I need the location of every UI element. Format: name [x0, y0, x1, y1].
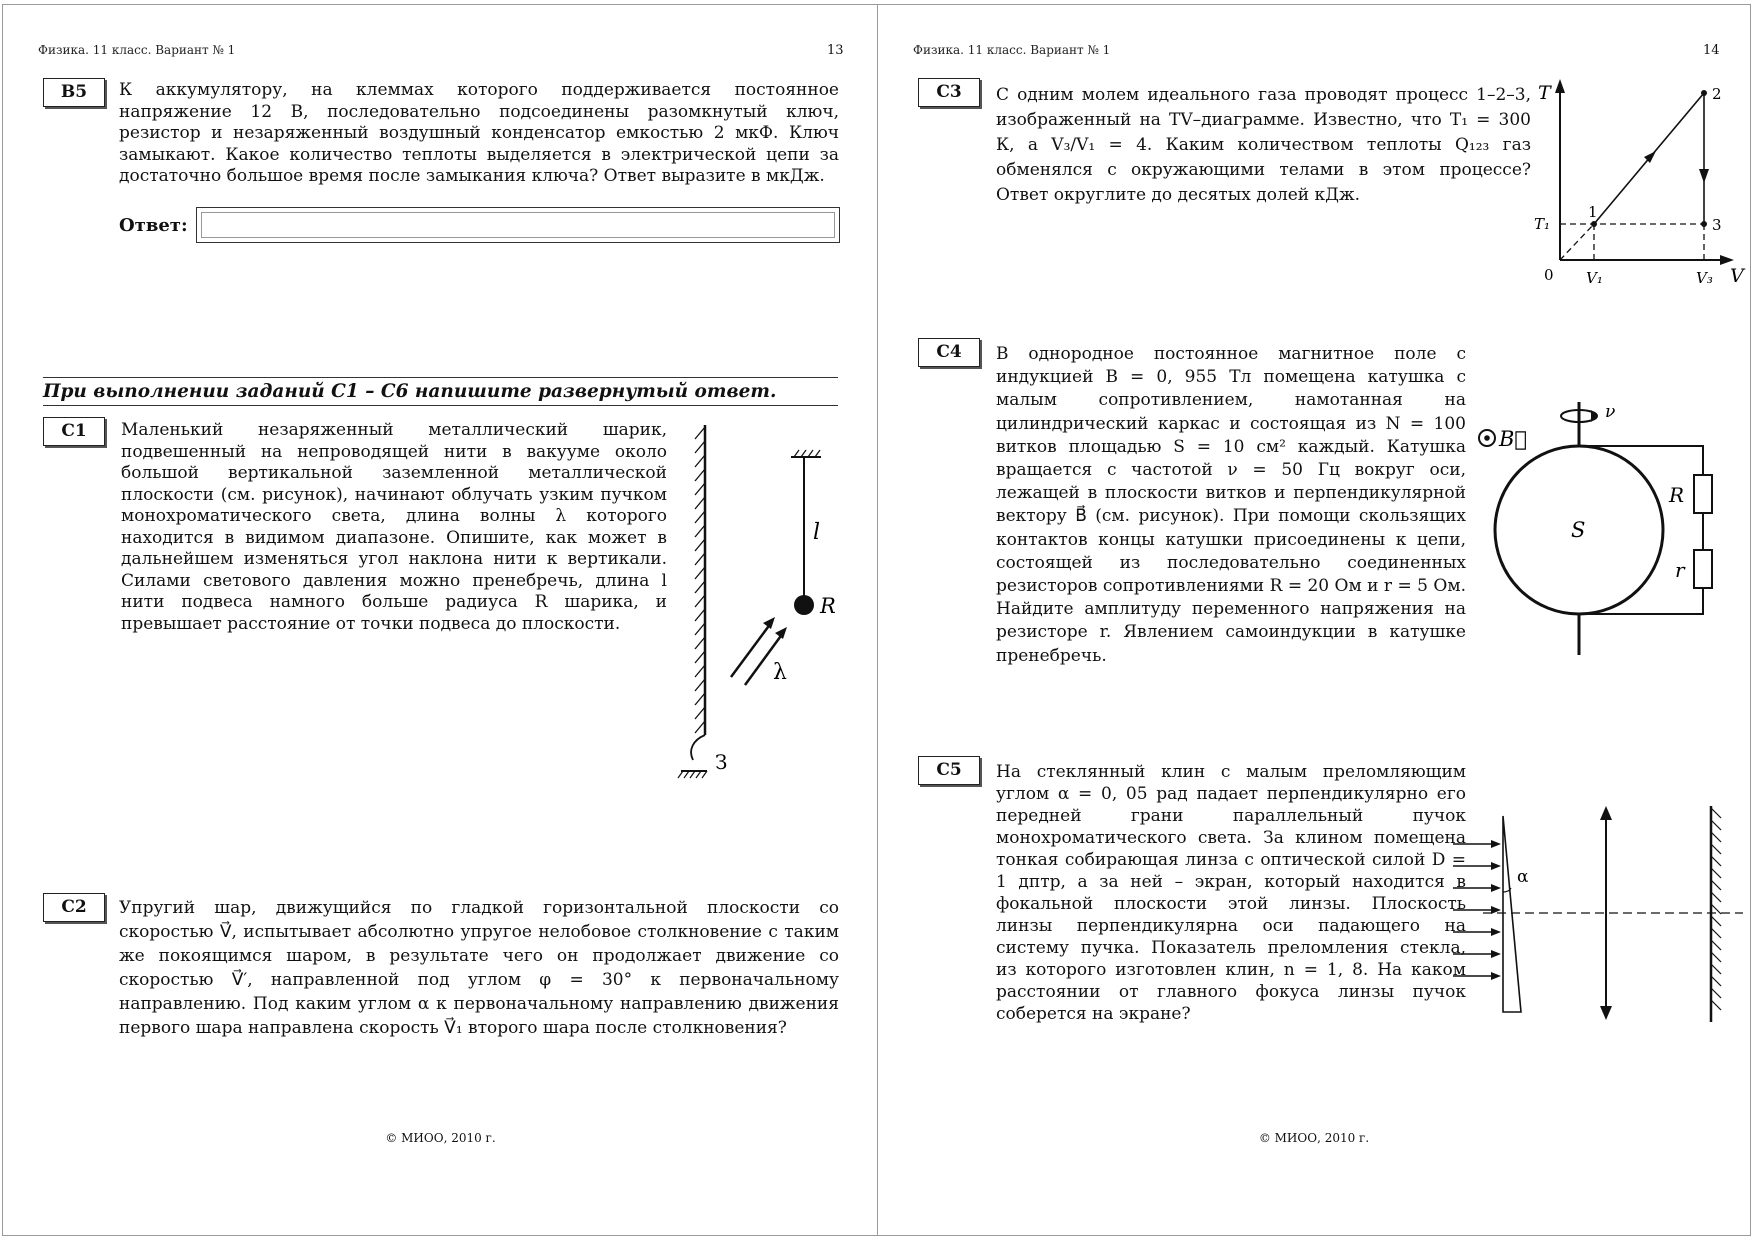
- resistor-r-big-label: R: [1669, 483, 1685, 507]
- axis-v-label: V: [1730, 265, 1744, 287]
- task-text: К аккумулятору, на клеммах которого поддерживается постоянное напряжение 12 В, последовательно подсоединены разомкнутый ключ, резистор и незаряженный воздушный конденсатор емкостью 2 мкФ. Ключ замыкают. Какое количество теплоты выделяется в электрической цепи за достаточно большое время после замыкания ключа? Ответ выразите в мкДж.: [119, 80, 839, 186]
- page-header: Физика. 11 класс. Вариант № 1: [38, 43, 236, 57]
- resistor-r-small-label: r: [1675, 558, 1685, 582]
- point-3-label: 3: [1712, 216, 1722, 234]
- page-header: Физика. 11 класс. Вариант № 1: [913, 43, 1111, 57]
- task-text: Маленький незаряженный металлический шарик, подвешенный на непроводящей нити в вакууме около большой вертикальной заземленной металлической плоскости (см. рисунок), начинают облучать узким пучком монохроматического света, длина волны λ которого находится в видимом диапазоне. Опишите, как может в дальнейшем изменяться угол наклона нити к вертикали. Силами светового давления можно пренебречь, длина l нити подвеса намного больше радиуса R шарика, и превышает расстояние от точки подвеса до плоскости.: [121, 420, 667, 634]
- wedge-angle-label: α: [1517, 867, 1529, 887]
- task-tag: С1: [43, 417, 105, 446]
- wall-hatching: [695, 427, 705, 733]
- page-number: 14: [1703, 43, 1720, 58]
- wavelength-label: λ: [773, 660, 787, 685]
- task-tag: С5: [918, 756, 980, 785]
- glass-wedge: [1503, 816, 1521, 1012]
- metal-ball: [794, 595, 814, 615]
- v3-label: V₃: [1696, 269, 1713, 287]
- task-tag: С4: [918, 338, 980, 367]
- left-page: [2, 4, 879, 1236]
- answer-field-inner: [201, 212, 835, 238]
- task-tag: B5: [43, 78, 105, 107]
- thread-length-label: l: [813, 520, 821, 545]
- task-tag: С3: [918, 78, 980, 107]
- answer-label: Ответ:: [119, 215, 188, 236]
- point-2-label: 2: [1712, 85, 1722, 103]
- right-page: [877, 4, 1751, 1236]
- page-footer: © МИОО, 2010 г.: [1258, 1131, 1370, 1145]
- task-text: На стеклянный клин с малым преломляющим углом α = 0, 05 рад падает перпендикулярно его передней грани параллельный пучок монохроматического света. За клином помещена тонкая собирающая линза с оптической силой D = 1 дптр, а за ней – экран, который находится в фокальной плоскости этой линзы. Плоскость линзы перпендикулярна оси падающего на систему пучка. Показатель преломления стекла, из которого изготовлен клин, n = 1, 8. На каком расстоянии от главного фокуса линзы пучок соберется на экране?: [996, 762, 1466, 1024]
- origin-label: 0: [1544, 266, 1554, 284]
- axis-t-label: T: [1538, 82, 1551, 104]
- area-label: S: [1571, 518, 1586, 542]
- page-footer: © МИОО, 2010 г.: [385, 1131, 496, 1145]
- task-tag: С2: [43, 893, 105, 922]
- c1-figure: [663, 415, 863, 785]
- c4-coil-figure: [1463, 390, 1743, 660]
- task-text: С одним молем идеального газа проводят процесс 1–2–3, изображенный на TV–диаграмме. Известно, что T₁ = 300 К, а V₃/V₁ = 4. Каким количеством теплоты Q₁₂₃ газ обменялся с окружающими телами в этом процессе? Ответ округлите до десятых долей кДж.: [996, 85, 1531, 205]
- tv-diagram: [1528, 75, 1743, 295]
- point-1-label: 1: [1588, 203, 1598, 221]
- page-number: 13: [827, 43, 844, 58]
- c5-wedge-figure: [1453, 800, 1743, 1035]
- ball-radius-label: R: [820, 594, 836, 618]
- b-field-label: B⃗: [1499, 427, 1528, 451]
- task-text: Упругий шар, движущийся по гладкой горизонтальной плоскости со скоростью V⃗, испытывает абсолютно упругое нелобовое столкновение с таким же покоящимся шаром, в результате чего он продолжает движение со скоростью V⃗′, направленной под углом φ = 30° к первоначальному направлению. Под каким углом α к первоначальному направлению движения первого шара направлена скорость V⃗₁ второго шара после столкновения?: [119, 898, 839, 1038]
- frequency-label: ν: [1605, 402, 1616, 422]
- ground-label: З: [715, 750, 728, 774]
- answer-field[interactable]: [196, 207, 840, 243]
- instruction-banner: При выполнении заданий С1 – С6 напишите развернутый ответ.: [43, 377, 838, 406]
- t1-label: T₁: [1534, 215, 1551, 233]
- v1-label: V₁: [1586, 269, 1603, 287]
- task-text: В однородное постоянное магнитное поле с индукцией B = 0, 955 Тл помещена катушка с малым сопротивлением, намотанная на цилиндрический каркас и состоящая из N = 100 витков площадью S = 10 см² каждый. Катушка вращается с частотой ν = 50 Гц вокруг оси, лежащей в плоскости витков и перпендикулярной вектору B⃗ (см. рисунок). При помощи скользящих контактов концы катушки присоединены к цепи, состоящей из последовательно соединенных резисторов сопротивлениями R = 20 Ом и r = 5 Ом. Найдите амплитуду переменного напряжения на резисторе r. Явлением самоиндукции в катушке пренебречь.: [996, 344, 1466, 666]
